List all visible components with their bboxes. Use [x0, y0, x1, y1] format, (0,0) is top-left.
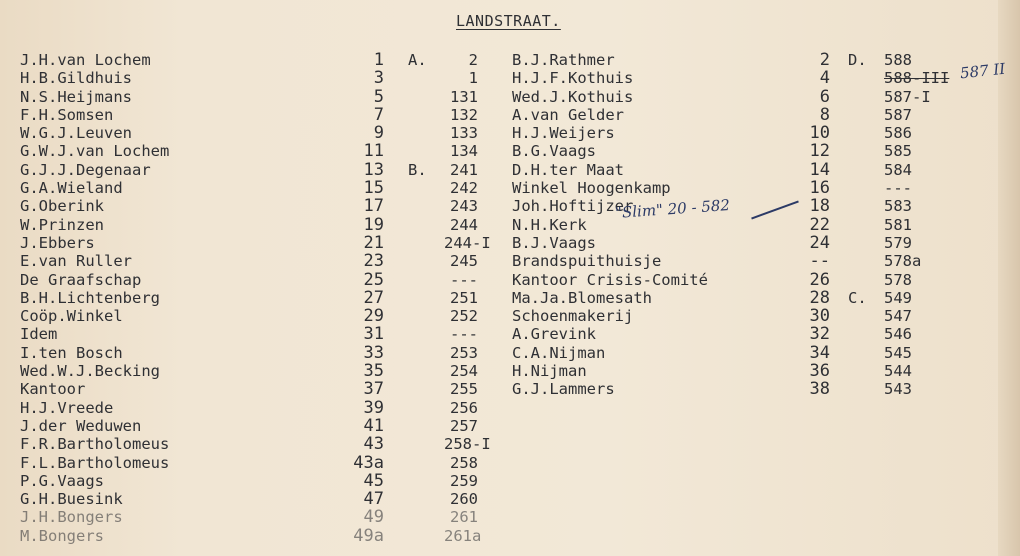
register-code: 547	[884, 307, 912, 326]
register-code-row	[408, 197, 478, 215]
register-code-row	[408, 252, 478, 270]
register-code-row	[408, 325, 478, 343]
register-code: 585	[884, 142, 912, 161]
resident-name: G.J.J.Degenaar	[20, 160, 151, 179]
resident-name: A.van Gelder	[512, 105, 624, 124]
resident-name: B.J.Vaags	[512, 233, 596, 252]
house-number: 2	[819, 50, 830, 70]
resident-name: H.J.Vreede	[20, 398, 114, 417]
resident-name: Brandspuithuisje	[512, 252, 662, 271]
register-code-row	[408, 417, 478, 435]
register-code: 245	[450, 252, 478, 271]
resident-name: Kantoor Crisis-Comité	[512, 270, 708, 289]
register-code-row	[408, 289, 478, 307]
house-number: 26	[809, 269, 830, 290]
house-number: 22	[809, 214, 830, 235]
register-code: 261a	[444, 526, 482, 545]
house-number: 14	[809, 159, 830, 180]
register-code: 544	[884, 362, 912, 381]
register-code: 242	[450, 179, 478, 198]
house-number: 6	[819, 86, 830, 107]
register-code: 587	[884, 105, 912, 124]
register-code: 258	[450, 453, 478, 472]
register-code-row	[848, 197, 928, 215]
register-code: 543	[884, 380, 912, 399]
register-code-row	[408, 161, 478, 179]
house-number: 12	[809, 141, 830, 162]
register-code-row	[408, 88, 478, 106]
house-number: 18	[809, 196, 830, 217]
register-code-row	[408, 490, 478, 508]
register-code-row	[408, 362, 478, 380]
resident-name: B.G.Vaags	[512, 142, 596, 161]
page-binding-edge	[998, 0, 1020, 556]
resident-name: M.Bongers	[20, 526, 104, 545]
resident-name: J.der Weduwen	[20, 416, 142, 435]
register-code-row	[408, 307, 478, 325]
resident-name: E.van Ruller	[20, 252, 132, 271]
resident-name: G.A.Wieland	[20, 179, 123, 198]
register-code: 132	[450, 105, 478, 124]
resident-name: Wed.J.Kothuis	[512, 87, 634, 106]
register-code-row	[848, 69, 950, 88]
house-number: 39	[363, 397, 384, 418]
resident-name: Idem	[20, 325, 58, 344]
house-number: 43	[363, 434, 384, 455]
house-number: 23	[363, 251, 384, 272]
register-code: 588-III	[884, 69, 950, 88]
resident-name: N.S.Heijmans	[20, 87, 132, 106]
register-code: 133	[450, 124, 478, 143]
register-code: 257	[450, 416, 478, 435]
house-number: 4	[819, 68, 830, 89]
house-number: 32	[809, 324, 830, 345]
house-number: 33	[363, 342, 384, 363]
register-code: 255	[450, 380, 478, 399]
house-number: 36	[809, 361, 830, 382]
house-number: 31	[363, 324, 384, 345]
register-code: ---	[450, 270, 478, 289]
resident-name: H.B.Gildhuis	[20, 69, 132, 88]
house-number: 25	[363, 269, 384, 290]
register-code: 545	[884, 343, 912, 362]
register-code-row	[408, 233, 491, 252]
register-code-row	[848, 161, 928, 179]
page-title: LANDSTRAAT.	[456, 12, 561, 30]
register-code-row	[848, 216, 928, 234]
house-number: 41	[363, 415, 384, 436]
register-code-row	[848, 106, 928, 124]
register-code-row	[408, 526, 482, 545]
register-code: 260	[450, 490, 478, 509]
right-names-column	[512, 51, 812, 399]
register-code-row	[408, 216, 478, 234]
register-code: 584	[884, 160, 912, 179]
house-number: 38	[809, 379, 830, 400]
register-code: 254	[450, 362, 478, 381]
register-code-row	[848, 87, 931, 106]
register-code-row	[408, 179, 478, 197]
resident-name: G.Oberink	[20, 197, 104, 216]
resident-name: Joh.Hoftijzer	[512, 197, 634, 216]
house-number: 49a	[353, 525, 384, 546]
register-code: 586	[884, 124, 912, 143]
register-code-row	[408, 69, 478, 87]
house-number: 24	[809, 232, 830, 253]
resident-name: D.H.ter Maat	[512, 160, 624, 179]
house-number: 15	[363, 178, 384, 199]
house-number: 34	[809, 342, 830, 363]
register-code: 259	[450, 471, 478, 490]
register-code: 587-I	[884, 87, 931, 106]
house-number: 17	[363, 196, 384, 217]
resident-name: Wed.W.J.Becking	[20, 362, 160, 381]
house-number: 7	[373, 104, 384, 125]
register-code-row	[848, 362, 928, 380]
register-code-row	[408, 106, 478, 124]
register-code: 2	[468, 51, 478, 69]
register-code-row	[408, 472, 478, 490]
register-code: 546	[884, 325, 912, 344]
right-codes-column	[848, 51, 950, 399]
register-code: 549	[884, 288, 912, 307]
handwritten-note: "Slim" 20 - 582	[614, 196, 731, 222]
resident-name: J.H.van Lochem	[20, 51, 151, 69]
resident-name: J.H.Bongers	[20, 508, 123, 527]
resident-name: Coöp.Winkel	[20, 307, 123, 326]
register-code: 1	[468, 69, 478, 88]
register-prefix: D.	[848, 51, 867, 69]
resident-name: Winkel Hoogenkamp	[512, 179, 671, 198]
house-number: 35	[363, 361, 384, 382]
register-prefix: C.	[848, 288, 867, 307]
register-code-row	[848, 51, 928, 69]
register-code-row	[408, 380, 478, 398]
register-code: 261	[450, 508, 478, 527]
register-code-row	[848, 179, 928, 197]
resident-name: P.G.Vaags	[20, 471, 104, 490]
register-code-row	[408, 344, 478, 362]
register-code: 256	[450, 398, 478, 417]
house-number: 30	[809, 306, 830, 327]
resident-name: Schoenmakerij	[512, 307, 634, 326]
register-code-row	[408, 454, 478, 472]
register-code: 578	[884, 270, 912, 289]
resident-name: F.H.Somsen	[20, 105, 114, 124]
register-code-row	[848, 380, 928, 398]
resident-name: H.J.Weijers	[512, 124, 615, 143]
house-number: 16	[809, 178, 830, 199]
left-names-column	[20, 51, 360, 545]
house-number: 13	[363, 159, 384, 180]
register-code-row	[848, 124, 928, 142]
resident-name: F.L.Bartholomeus	[20, 453, 170, 472]
resident-name: W.G.J.Leuven	[20, 124, 132, 143]
register-code: ---	[884, 179, 912, 198]
resident-name: B.J.Rathmer	[512, 51, 615, 69]
left-numbers-column	[338, 51, 384, 545]
register-code-row	[408, 435, 491, 454]
register-code: 251	[450, 288, 478, 307]
register-prefix: B.	[408, 160, 427, 179]
house-number: 8	[819, 104, 830, 125]
register-code: 253	[450, 343, 478, 362]
right-numbers-column	[786, 51, 830, 399]
register-prefix: A.	[408, 51, 427, 69]
register-code-row	[848, 271, 928, 289]
register-code-row	[408, 271, 478, 289]
house-number: 9	[373, 123, 384, 144]
house-number: 10	[809, 123, 830, 144]
house-number: 28	[809, 287, 830, 308]
register-code: 244	[450, 215, 478, 234]
register-code-row	[408, 124, 478, 142]
register-code: 581	[884, 215, 912, 234]
register-code-row	[408, 399, 478, 417]
register-code: 134	[450, 142, 478, 161]
resident-name: W.Prinzen	[20, 215, 104, 234]
resident-name: G.J.Lammers	[512, 380, 615, 399]
register-code-row	[848, 234, 928, 252]
resident-name: Kantoor	[20, 380, 86, 399]
house-number: 5	[373, 86, 384, 107]
resident-name: De Graafschap	[20, 270, 142, 289]
resident-name: A.Grevink	[512, 325, 596, 344]
register-code: 252	[450, 307, 478, 326]
register-code: 241	[450, 160, 478, 179]
resident-name: I.ten Bosch	[20, 343, 123, 362]
house-number: 45	[363, 470, 384, 491]
house-number: 1	[373, 50, 384, 70]
register-code: 243	[450, 197, 478, 216]
resident-name: N.H.Kerk	[512, 215, 587, 234]
house-number: 37	[363, 379, 384, 400]
house-number: 3	[373, 68, 384, 89]
resident-name: G.H.Buesink	[20, 490, 123, 509]
resident-name: H.J.F.Kothuis	[512, 69, 634, 88]
register-code: 583	[884, 197, 912, 216]
house-number: 43a	[353, 452, 384, 473]
house-number: 19	[363, 214, 384, 235]
register-code-row	[408, 142, 478, 160]
resident-name: B.H.Lichtenberg	[20, 288, 160, 307]
register-code: 578a	[884, 252, 922, 271]
register-code: 131	[450, 87, 478, 106]
resident-name: G.W.J.van Lochem	[20, 142, 170, 161]
register-code-row	[848, 307, 928, 325]
house-number: 47	[363, 489, 384, 510]
handwritten-correction: 587 II	[959, 59, 1007, 83]
resident-name: F.R.Bartholomeus	[20, 435, 170, 454]
resident-name: C.A.Nijman	[512, 343, 606, 362]
left-codes-column	[408, 51, 491, 545]
register-code-row	[848, 325, 928, 343]
house-number: 11	[363, 141, 384, 162]
house-number: 49	[363, 507, 384, 528]
register-code: 244-I	[444, 233, 491, 252]
register-code: ---	[450, 325, 478, 344]
resident-name: J.Ebbers	[20, 233, 95, 252]
register-code: 588	[884, 51, 912, 69]
house-number: 27	[363, 287, 384, 308]
register-code: 579	[884, 233, 912, 252]
resident-name: Ma.Ja.Blomesath	[512, 288, 652, 307]
register-code-row	[848, 252, 928, 270]
house-number: 21	[363, 232, 384, 253]
register-code-row	[848, 142, 928, 160]
register-code-row	[848, 289, 928, 307]
register-code: 258-I	[444, 435, 491, 454]
register-code-row	[408, 51, 478, 69]
resident-name: H.Nijman	[512, 362, 587, 381]
register-code-row	[408, 508, 478, 526]
house-number: --	[809, 251, 830, 272]
register-code-row	[848, 344, 928, 362]
house-number: 29	[363, 306, 384, 327]
